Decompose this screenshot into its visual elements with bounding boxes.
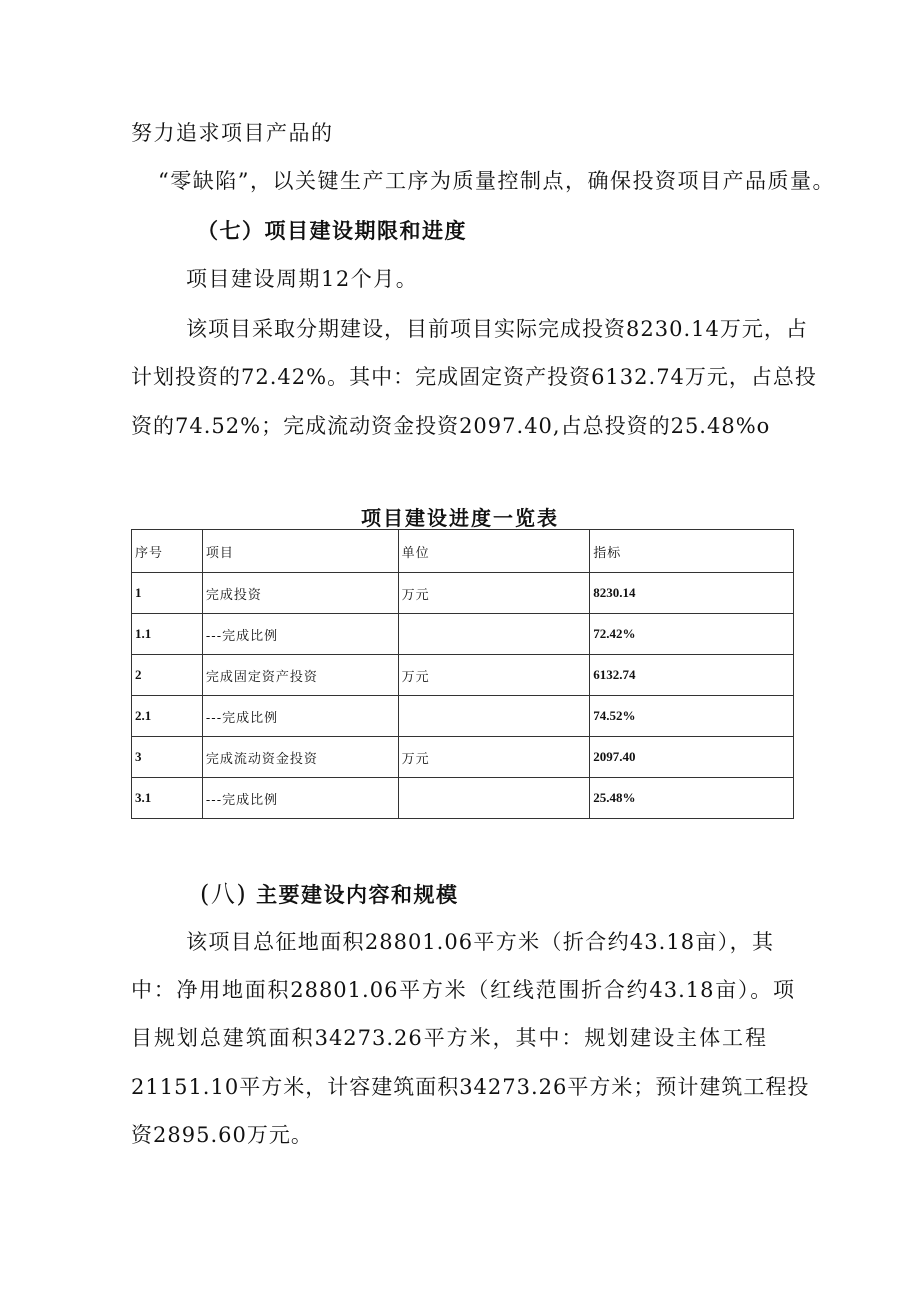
row-item: 完成投资 [202,573,398,614]
row-no: 3.1 [132,778,203,819]
paragraph-line: 计划投资的72.42%。其中：完成固定资产投资6132.74万元，占总投 [131,365,817,389]
table-row [132,614,794,655]
row-no: 2.1 [132,696,203,737]
row-value: 8230.14 [590,573,794,614]
table-row [132,573,794,614]
row-no: 2 [132,655,203,696]
section-heading-8 [200,874,459,909]
row-no: 1.1 [132,614,203,655]
text-line: “零缺陷”，以关键生产工序为质量控制点，确保投资项目产品质量。 [158,169,835,193]
row-unit: 万元 [398,737,590,778]
paragraph-line: 资2895.60万元。 [131,1123,313,1147]
text-line: 努力追求项目产品的 [131,121,334,145]
row-value: 6132.74 [590,655,794,696]
heading-text: 主要建设内容和规模 [256,882,459,907]
heading-paren-open: ( [200,880,211,908]
paragraph-line: 21151.10平方米，计容建筑面积34273.26平方米；预计建筑工程投 [131,1075,810,1099]
row-value: 72.42% [590,614,794,655]
table-row [132,737,794,778]
section-heading-7: （七）项目建设期限和进度 [197,218,467,243]
paragraph-line: 资的74.52%；完成流动资金投资2097.40,占总投资的25.48%o [131,414,771,438]
paragraph-line: 中：净用地面积28801.06平方米（红线范围折合约43.18亩）。项 [131,978,795,1002]
row-unit [398,614,590,655]
row-unit [398,696,590,737]
progress-table [131,529,794,819]
row-unit [398,778,590,819]
paragraph-line: 该项目总征地面积28801.06平方米（折合约43.18亩），其 [186,930,774,954]
row-value: 2097.40 [590,737,794,778]
header-no: 序号 [132,530,203,573]
table-header-row [132,530,794,573]
row-item: ---完成比例 [202,614,398,655]
table-row [132,655,794,696]
construction-period: 项目建设周期12个月。 [186,267,419,291]
table-row [132,696,794,737]
paragraph-line: 该项目采取分期建设，目前项目实际完成投资8230.14万元，占 [186,317,808,341]
header-unit: 单位 [398,530,590,573]
row-item: ---完成比例 [202,778,398,819]
row-unit: 万元 [398,573,590,614]
row-item: ---完成比例 [202,696,398,737]
row-value: 74.52% [590,696,794,737]
row-item: 完成固定资产投资 [202,655,398,696]
paragraph-line: 目规划总建筑面积34273.26平方米，其中：规划建设主体工程 [131,1026,767,1050]
heading-number: 八 [210,880,237,908]
row-item: 完成流动资金投资 [202,737,398,778]
row-value: 25.48% [590,778,794,819]
row-unit: 万元 [398,655,590,696]
header-value: 指标 [590,530,794,573]
table-title: 项目建设进度一览表 [361,506,559,530]
table-row [132,778,794,819]
row-no: 3 [132,737,203,778]
header-item: 项目 [202,530,398,573]
heading-paren-close: ) [236,880,248,908]
row-no: 1 [132,573,203,614]
